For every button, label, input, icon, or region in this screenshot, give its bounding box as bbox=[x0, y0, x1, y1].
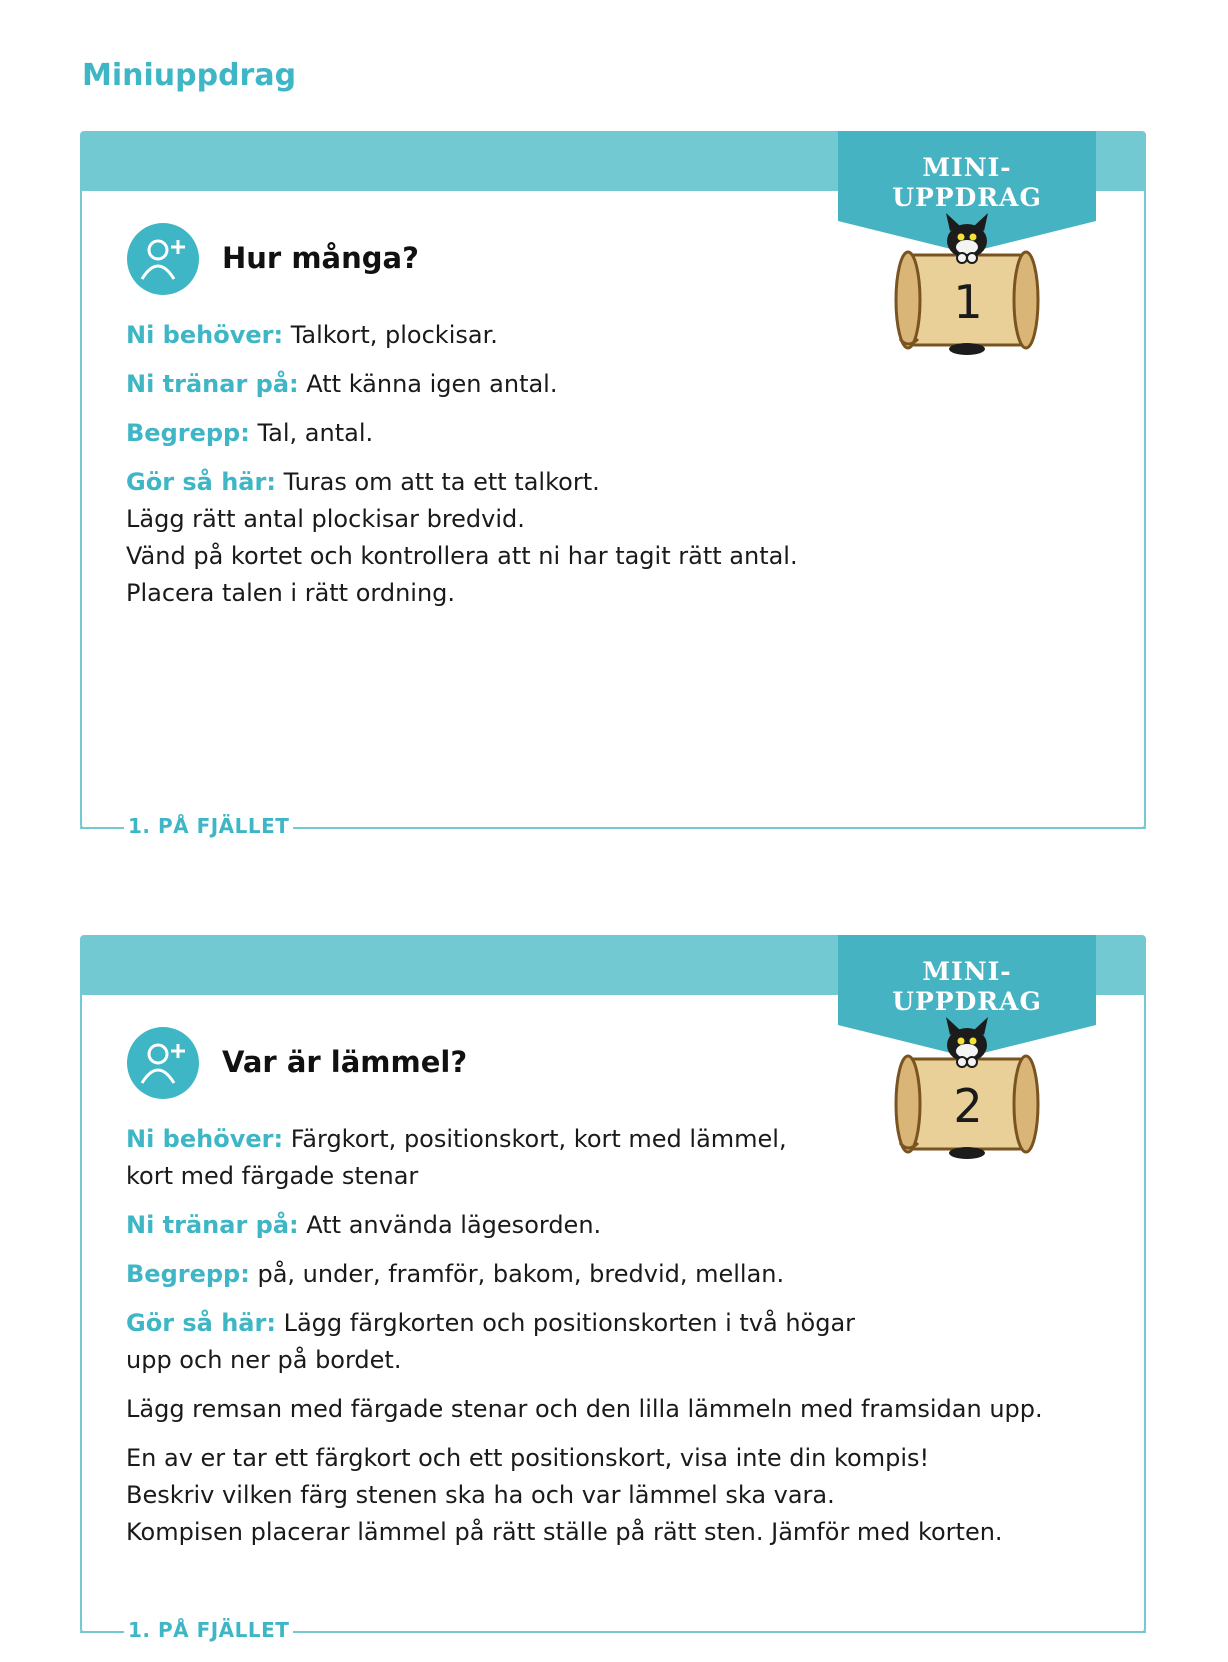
practice-row bbox=[126, 1207, 1086, 1244]
instructions-row bbox=[126, 464, 1086, 501]
instructions-text: Lägg färgkorten och positionskorten i två högar bbox=[275, 1309, 856, 1337]
needs-label: Ni behöver: bbox=[126, 1125, 284, 1153]
mission-number: 2 bbox=[953, 1079, 983, 1133]
instruction-paragraph: Lägg remsan med färgade stenar och den lilla lämmeln med framsidan upp. bbox=[126, 1395, 1043, 1423]
user-plus-icon bbox=[127, 223, 199, 295]
needs-text: Färgkort, positionskort, kort med lämmel, bbox=[283, 1125, 787, 1153]
card-body bbox=[126, 1121, 1086, 1551]
concepts-row bbox=[126, 415, 1086, 452]
instruction-line: Lägg rätt antal plockisar bredvid. bbox=[126, 505, 525, 533]
mission-card-1 bbox=[80, 131, 1146, 838]
needs-row bbox=[126, 317, 1086, 354]
instructions-label: Gör så här: bbox=[126, 1309, 276, 1337]
instructions-text: Turas om att ta ett talkort. bbox=[275, 468, 600, 496]
card-title: Var är lämmel? bbox=[222, 1045, 468, 1079]
mission-card-2 bbox=[80, 935, 1146, 1642]
practice-text: Att känna igen antal. bbox=[298, 370, 558, 398]
card-footer bbox=[80, 1615, 1146, 1647]
instruction-line: Vänd på kortet och kontrollera att ni har tagit rätt antal. bbox=[126, 542, 798, 570]
practice-text: Att använda lägesorden. bbox=[298, 1211, 602, 1239]
badge-label: MINI- UPPDRAG bbox=[892, 957, 1042, 1016]
practice-row bbox=[126, 366, 1086, 403]
practice-label: Ni tränar på: bbox=[126, 1211, 299, 1239]
instruction-line: En av er tar ett färgkort och ett positionskort, visa inte din kompis! bbox=[126, 1444, 930, 1472]
concepts-row bbox=[126, 1256, 1086, 1293]
practice-label: Ni tränar på: bbox=[126, 370, 299, 398]
instructions-label: Gör så här: bbox=[126, 468, 276, 496]
instruction-line: Beskriv vilken färg stenen ska ha och var lämmel ska vara. bbox=[126, 1481, 835, 1509]
concepts-text: på, under, framför, bakom, bredvid, mellan. bbox=[249, 1260, 785, 1288]
instructions-text: upp och ner på bordet. bbox=[126, 1346, 402, 1374]
card-title: Hur många? bbox=[222, 241, 419, 275]
badge-label: MINI- UPPDRAG bbox=[892, 153, 1042, 212]
instructions-row bbox=[126, 1305, 1086, 1379]
page-heading: Miniuppdrag bbox=[82, 58, 297, 93]
concepts-text: Tal, antal. bbox=[249, 419, 374, 447]
chapter-label: 1. PÅ FJÄLLET bbox=[124, 1618, 293, 1642]
instruction-line: Kompisen placerar lämmel på rätt ställe på rätt sten. Jämför med korten. bbox=[126, 1518, 1003, 1546]
needs-text: Talkort, plockisar. bbox=[283, 321, 498, 349]
footer-rule bbox=[292, 1631, 1146, 1633]
mission-number: 1 bbox=[953, 275, 983, 329]
footer-rule bbox=[292, 827, 1146, 829]
card-body bbox=[126, 317, 1086, 612]
footer-rule bbox=[80, 827, 110, 829]
card-footer bbox=[80, 811, 1146, 843]
concepts-label: Begrepp: bbox=[126, 419, 250, 447]
concepts-label: Begrepp: bbox=[126, 1260, 250, 1288]
footer-rule bbox=[80, 1631, 110, 1633]
needs-row bbox=[126, 1121, 1086, 1195]
needs-label: Ni behöver: bbox=[126, 321, 284, 349]
user-plus-icon bbox=[127, 1027, 199, 1099]
chapter-label: 1. PÅ FJÄLLET bbox=[124, 814, 293, 838]
instruction-line: Placera talen i rätt ordning. bbox=[126, 579, 456, 607]
needs-text: kort med färgade stenar bbox=[126, 1162, 419, 1190]
